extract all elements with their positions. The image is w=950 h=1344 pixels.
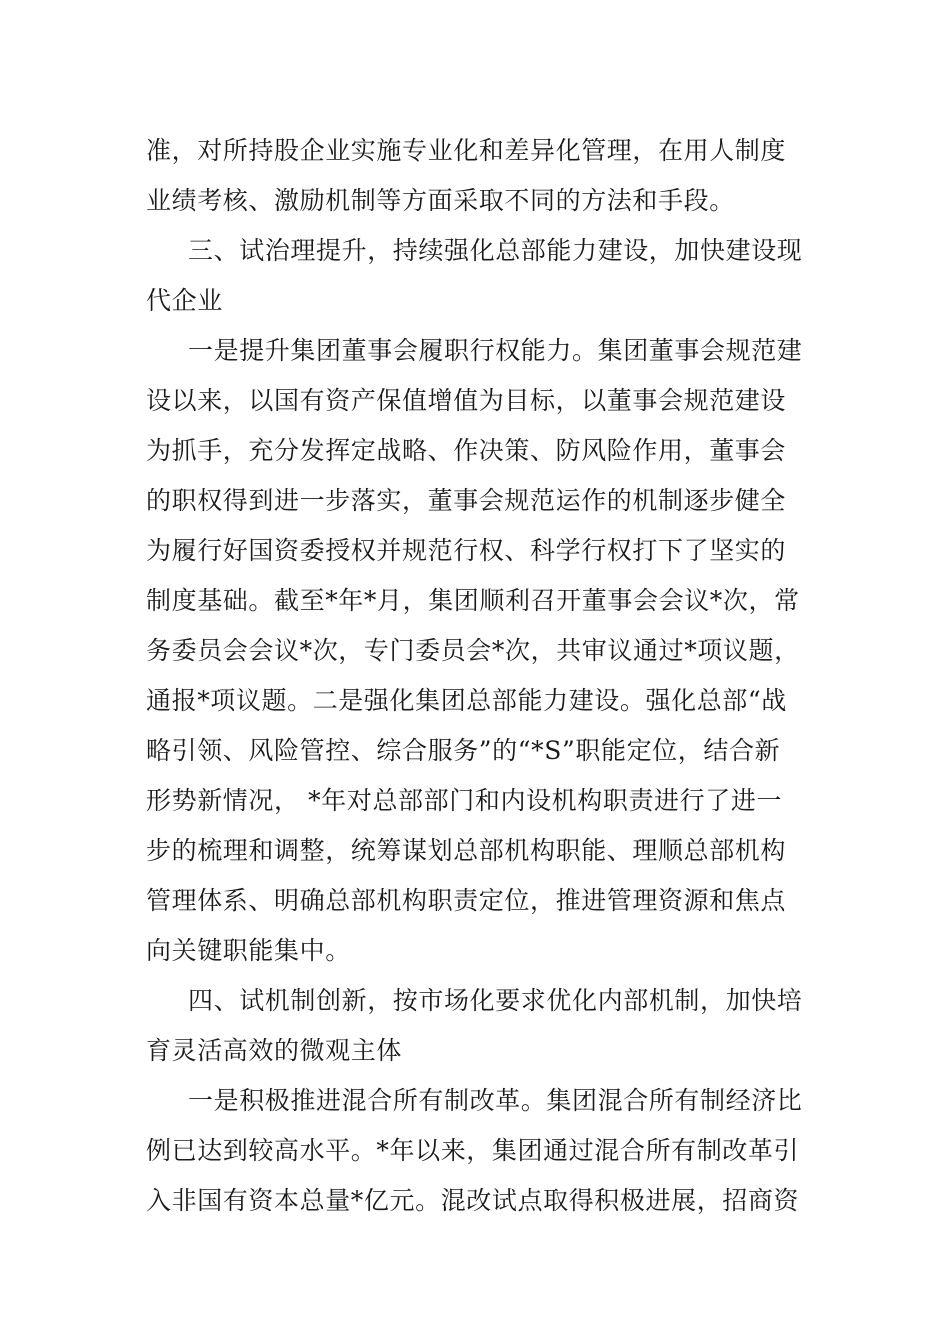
paragraph-line: 一是积极推进混合所有制改革。集团混合所有制经济比 xyxy=(188,1086,803,1115)
paragraph-line: 形势新情况， *年对总部部门和内设机构职责进行了进一 xyxy=(146,786,783,815)
section-heading-4: 四、试机制创新，按市场化要求优化内部机制，加快培 xyxy=(188,986,803,1015)
paragraph-line: 管理体系、明确总部机构职责定位，推进管理资源和焦点 xyxy=(146,886,787,915)
paragraph-line: 准，对所持股企业实施专业化和差异化管理，在用人制度 xyxy=(146,136,787,165)
paragraph-line: 一是提升集团董事会履职行权能力。集团董事会规范建 xyxy=(188,336,803,365)
paragraph-line: 通报*项议题。二是强化集团总部能力建设。强化总部“战 xyxy=(146,686,787,715)
paragraph-line: 向关键职能集中。 xyxy=(146,936,351,965)
paragraph-line: 业绩考核、激励机制等方面采取不同的方法和手段。 xyxy=(146,186,735,215)
paragraph-line: 例已达到较高水平。*年以来，集团通过混合所有制改革引 xyxy=(146,1136,800,1165)
paragraph-line: 制度基础。截至*年*月，集团顺利召开董事会会议*次，常 xyxy=(146,586,800,615)
paragraph-line: 步的梳理和调整，统筹谋划总部机构职能、理顺总部机构 xyxy=(146,836,787,865)
paragraph-line: 为履行好国资委授权并规范行权、科学行权打下了坚实的 xyxy=(146,536,787,565)
section-heading-3-cont: 代企业 xyxy=(146,286,223,315)
paragraph-line: 略引领、风险管控、综合服务”的“*S”职能定位，结合新 xyxy=(146,736,781,765)
paragraph-line: 设以来，以国有资产保值增值为目标，以董事会规范建设 xyxy=(146,386,787,415)
paragraph-line: 为抓手，充分发挥定战略、作决策、防风险作用，董事会 xyxy=(146,436,787,465)
paragraph-line: 入非国有资本总量*亿元。混改试点取得积极进展，招商资 xyxy=(146,1186,800,1215)
paragraph-line: 务委员会会议*次，专门委员会*次，共审议通过*项议题， xyxy=(146,636,800,665)
section-heading-4-cont: 育灵活高效的微观主体 xyxy=(146,1036,403,1065)
section-heading-3: 三、试治理提升，持续强化总部能力建设，加快建设现 xyxy=(188,236,803,265)
paragraph-line: 的职权得到进一步落实，董事会规范运作的机制逐步健全 xyxy=(146,486,787,515)
